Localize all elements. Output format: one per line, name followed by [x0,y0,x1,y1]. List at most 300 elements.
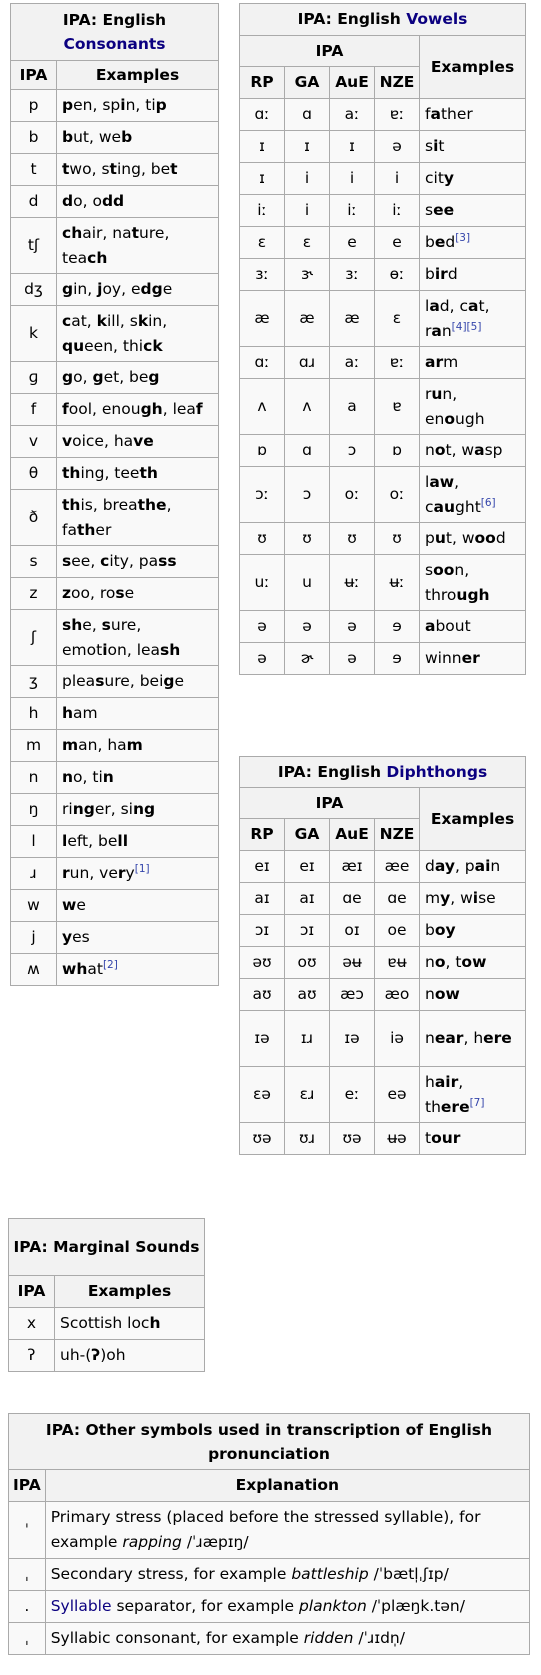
example-word: very [99,864,135,882]
example-word: pleasure [62,672,130,690]
separator: , [451,529,462,547]
examples-cell [57,890,219,922]
footnote-link[interactable]: [7] [469,1096,485,1109]
aue-value: e [330,227,375,259]
vowels-examples-header: Examples [420,36,526,99]
table-row [11,890,219,922]
marginal-title: IPA: Marginal Sounds [9,1219,205,1276]
ga-value: ɔɪ [285,915,330,947]
separator: , [449,296,460,315]
nze-value: ʊ [375,523,420,555]
aue-value: əʉ [330,947,375,979]
example-word: have [113,432,154,450]
separator: , [140,160,151,178]
separator: , [86,311,97,330]
table-row [11,458,219,490]
nze-value: ɘ [375,643,420,675]
footnote-link[interactable]: [3] [455,232,471,244]
ipa-symbol: v [11,426,57,458]
separator: , [103,432,114,450]
table-row [9,1623,530,1655]
example-word: tour [425,1129,461,1147]
table-row [240,379,526,435]
example-word: Scottish loch [60,1314,161,1332]
nze-value: i [375,163,420,195]
aue-value: oː [330,467,375,523]
ipa-symbol: n [11,762,57,794]
nze-value: ɐ [375,379,420,435]
examples-cell [420,979,526,1011]
other-symbols-rows [9,1502,530,1655]
aue-column-header: AuE [330,67,375,99]
rp-value: uː [240,555,285,611]
ipa-column-header: IPA [11,61,57,90]
aue-value: iː [330,195,375,227]
ipa-symbol: ʒ [11,666,57,698]
ipa-symbol: ˌ [9,1623,46,1655]
table-row [11,698,219,730]
examples-cell [420,379,526,435]
vowels-rows [240,99,526,675]
example-word: cat [62,311,87,330]
examples-cell [57,858,219,890]
table-row [240,851,526,883]
examples-cell [57,122,219,154]
example-word: enough [425,409,485,428]
ipa-symbol: tʃ [11,218,57,274]
examples-cell [420,555,526,611]
example-word: run [425,384,453,403]
table-row [11,762,219,794]
ga-value: ɛɹ [285,1067,330,1123]
table-row [240,947,526,979]
table-row [240,915,526,947]
table-row [11,306,219,362]
ipa-symbol: w [11,890,57,922]
ipa-symbol: k [11,306,57,362]
consonants-title: IPA: English Consonants [11,4,219,61]
examples-cell [420,163,526,195]
ga-value: ɑ [285,99,330,131]
rp-value: ə [240,611,285,643]
example-word: queen [62,336,114,355]
nze-value: oe [375,915,420,947]
example-word: rose [99,584,135,602]
diphthongs-link[interactable]: Diphthongs [386,762,488,781]
example-word: joy [97,280,122,298]
marginal-sounds-table [8,1218,205,1372]
table-row [11,186,219,218]
nze-value: æe [375,851,420,883]
table-row [240,555,526,611]
ga-value: ɑ [285,435,330,467]
table-row [11,90,219,122]
example-word: man [62,736,98,754]
separator: , [91,160,102,178]
rp-value: ɛə [240,1067,285,1123]
example-word: ran [425,321,452,340]
table-row [240,347,526,379]
table-row [240,883,526,915]
ipa-symbol: ŋ [11,794,57,826]
rp-value: ɜː [240,259,285,291]
example-word: boy [425,921,456,939]
example-word: left [62,832,89,850]
explanation-text: Secondary stress, for example [50,1565,292,1583]
example-word: battleship [291,1565,369,1583]
examples-cell [57,490,219,546]
aue-value: ə [330,643,375,675]
table-row [11,362,219,394]
separator: , [463,1029,474,1047]
ga-value: ʊ [285,523,330,555]
example-word: ham [62,704,98,722]
separator: , [82,192,93,210]
table-row [11,154,219,186]
table-row [240,1011,526,1067]
vowels-link[interactable]: Vowels [406,10,468,28]
diphthongs-ipa-group-header: IPA [240,788,420,819]
examples-cell [55,1308,205,1340]
examples-cell [57,546,219,578]
aue-value: aː [330,347,375,379]
example-word: bed [425,233,456,251]
separator: , [104,464,115,482]
example-word: hair [425,1072,459,1091]
examples-column-header: Examples [55,1276,205,1308]
examples-cell [57,90,219,122]
example-word: two [62,160,92,178]
example-word: no [425,953,446,971]
rp-column-header: RP [240,819,285,851]
examples-cell [420,643,526,675]
footnote-link[interactable]: [2] [102,959,118,971]
rp-value: aɪ [240,883,285,915]
table-row [11,546,219,578]
example-word: beg [129,368,160,386]
separator: , [454,857,465,875]
ga-value: u [285,555,330,611]
example-word: lad [425,296,450,315]
table-row [11,274,219,306]
examples-cell [420,195,526,227]
other-symbols-title: IPA: Other symbols used in transcription of English pronunciation [9,1414,530,1470]
example-word: about [425,617,471,635]
examples-cell [57,274,219,306]
example-word: now [425,985,460,1003]
separator: , [97,736,108,754]
examples-cell [57,218,219,274]
example-word: here [473,1029,512,1047]
ga-value: ʊɹ [285,1123,330,1155]
diphthongs-table [239,756,526,1155]
separator: , [92,96,103,114]
examples-cell [55,1340,205,1372]
examples-cell [57,362,219,394]
ipa-symbol: ð [11,490,57,546]
examples-cell [420,99,526,131]
table-row [11,122,219,154]
example-word: pass [138,552,177,570]
table-row [240,195,526,227]
nze-value: ɛ [375,291,420,347]
rp-value: ʌ [240,379,285,435]
consonants-rows [11,90,219,986]
example-word: edge [130,280,173,298]
example-word: chair [62,223,103,242]
separator: , [451,441,462,459]
table-row [11,218,219,274]
example-word: see [425,201,455,219]
table-row [11,858,219,890]
examples-cell [57,794,219,826]
explanation-cell [45,1559,529,1591]
ipa-symbol: m [11,730,57,762]
example-word: skin [129,311,163,330]
rp-value: ʊ [240,523,285,555]
ga-column-header: GA [285,67,330,99]
examples-cell [420,611,526,643]
example-word: zoo [62,584,90,602]
example-word: ridden [303,1629,354,1647]
rp-value: ɪə [240,1011,285,1067]
example-word: soon [425,560,465,579]
table-row [11,730,219,762]
table-row [240,435,526,467]
separator: , [89,128,99,146]
example-word: rapping [122,1533,182,1551]
table-row [240,1067,526,1123]
ipa-symbol: d [11,186,57,218]
rp-value: aʊ [240,979,285,1011]
examples-cell [57,762,219,794]
nze-value: eə [375,1067,420,1123]
separator: , [450,889,461,907]
ipa-symbol: ʃ [11,610,57,666]
separator: , [166,495,172,514]
separator: , [89,864,100,882]
nze-column-header: NZE [375,67,420,99]
ipa-symbol: x [9,1308,55,1340]
examples-cell [57,306,219,362]
examples-cell [57,826,219,858]
examples-cell [57,954,219,986]
separator: , [458,1072,464,1091]
separator: , [162,311,168,330]
consonants-link[interactable]: Consonants [63,35,166,53]
ga-value: i [285,195,330,227]
example-word: ringer [62,800,111,818]
ga-value: æ [285,291,330,347]
example-word: leash [136,640,181,659]
explanation-text: separator, for example [111,1597,299,1615]
aue-value: ɑe [330,883,375,915]
ipa-symbol: t [11,154,57,186]
table-row [240,227,526,259]
ga-value: ɪɹ [285,1011,330,1067]
separator: , [82,368,93,386]
ipa-symbol: ɡ [11,362,57,394]
ipa-symbol: dʒ [11,274,57,306]
rp-value: ɪ [240,131,285,163]
aue-value: a [330,379,375,435]
ga-value: aɪ [285,883,330,915]
example-word: leaf [172,400,203,418]
table-row [9,1502,530,1559]
vowels-table [239,3,526,675]
rp-value: ɑː [240,99,285,131]
separator: , [452,384,458,403]
diphthongs-title: IPA: English Diphthongs [240,757,526,788]
example-word: cat [459,296,485,315]
examples-cell [57,610,219,666]
example-word: what [62,960,103,978]
aue-value: ʉː [330,555,375,611]
footnote-link[interactable]: [4][5] [451,320,482,333]
footnote-link[interactable]: [6] [480,496,496,509]
example-word: odd [92,192,125,210]
nze-value: ɑe [375,883,420,915]
table-row [240,467,526,523]
example-word: teach [62,248,108,267]
table-row [240,163,526,195]
example-word: thick [122,336,163,355]
example-word: day [425,857,455,875]
nze-value: ʉː [375,555,420,611]
example-word: father [425,105,473,123]
diphthongs-examples-header: Examples [420,788,526,851]
separator: , [126,640,137,659]
example-word: tin [92,768,114,786]
table-row [9,1340,205,1372]
examples-cell [420,227,526,259]
example-word: see [62,552,91,570]
ga-value: ɑɹ [285,347,330,379]
example-word: voice [62,432,104,450]
transcription: /ˈɹɪdn̩/ [353,1629,405,1647]
example-word: gin [62,280,88,298]
examples-cell [420,915,526,947]
rp-value: ɔɪ [240,915,285,947]
example-word: sure [101,615,137,634]
syllable-link[interactable]: Syllable [50,1597,112,1615]
example-word: kill [96,311,120,330]
example-word: ham [107,736,143,754]
ga-value: ɪ [285,131,330,163]
separator: , [128,552,139,570]
transcription: /ˈɹæpɪŋ/ [181,1533,249,1551]
separator: , [164,223,170,242]
marginal-rows [9,1308,205,1372]
ga-value: oʊ [285,947,330,979]
example-word: plankton [298,1597,367,1615]
examples-cell [57,730,219,762]
separator: , [87,280,98,298]
example-word: wood [461,529,506,547]
example-word: bird [425,265,458,283]
ipa-symbol: θ [11,458,57,490]
ipa-column-header: IPA [9,1276,55,1308]
example-word: we [62,896,86,914]
ga-column-header: GA [285,819,330,851]
example-word: my [425,889,451,907]
aue-value: aː [330,99,375,131]
table-row [11,826,219,858]
example-word: tow [455,953,487,971]
examples-cell [57,394,219,426]
aue-value: ɔ [330,435,375,467]
separator: , [135,96,146,114]
example-word: breathe [102,495,167,514]
examples-cell [57,578,219,610]
rp-value: ə [240,643,285,675]
ipa-symbol: ʔ [9,1340,55,1372]
rp-value: æ [240,291,285,347]
footnote-link[interactable]: [1] [134,863,150,875]
example-word: city [425,169,455,187]
ga-value: i [285,163,330,195]
ipa-symbol: ˌ [9,1559,46,1591]
aue-value: ʊə [330,1123,375,1155]
separator: , [92,400,102,418]
example-word: near [425,1029,464,1047]
ga-value: ɛ [285,227,330,259]
ga-value: aʊ [285,979,330,1011]
nze-value: iə [375,1011,420,1067]
examples-cell [420,347,526,379]
example-word: pen [62,96,93,114]
separator: , [121,280,131,298]
rp-value: ɒ [240,435,285,467]
examples-cell [420,883,526,915]
rp-value: əʊ [240,947,285,979]
rp-value: eɪ [240,851,285,883]
example-word: spin [102,96,136,114]
table-row [240,979,526,1011]
separator: , [445,953,456,971]
table-row [240,611,526,643]
ipa-symbol: l [11,826,57,858]
examples-cell [420,435,526,467]
table-row [11,954,219,986]
aue-value: æɔ [330,979,375,1011]
table-row [240,523,526,555]
separator: , [92,495,103,514]
table-row [240,643,526,675]
explanation-cell [45,1502,529,1559]
aue-value: æ [330,291,375,347]
ipa-symbol: b [11,122,57,154]
examples-cell [420,1011,526,1067]
ipa-symbol: s [11,546,57,578]
nze-column-header: NZE [375,819,420,851]
separator: , [464,560,470,579]
separator: , [82,768,93,786]
table-row [240,291,526,347]
separator: , [113,336,123,355]
ipa-symbol: . [9,1591,46,1623]
nze-value: ɐʉ [375,947,420,979]
example-word: winner [425,649,480,667]
table-row [11,922,219,954]
example-word: she [62,615,92,634]
example-word: arm [425,353,459,371]
ipa-column-header: IPA [9,1470,46,1502]
table-row [11,426,219,458]
examples-column-header: Examples [57,61,219,90]
examples-cell [57,426,219,458]
example-word: this [62,495,93,514]
